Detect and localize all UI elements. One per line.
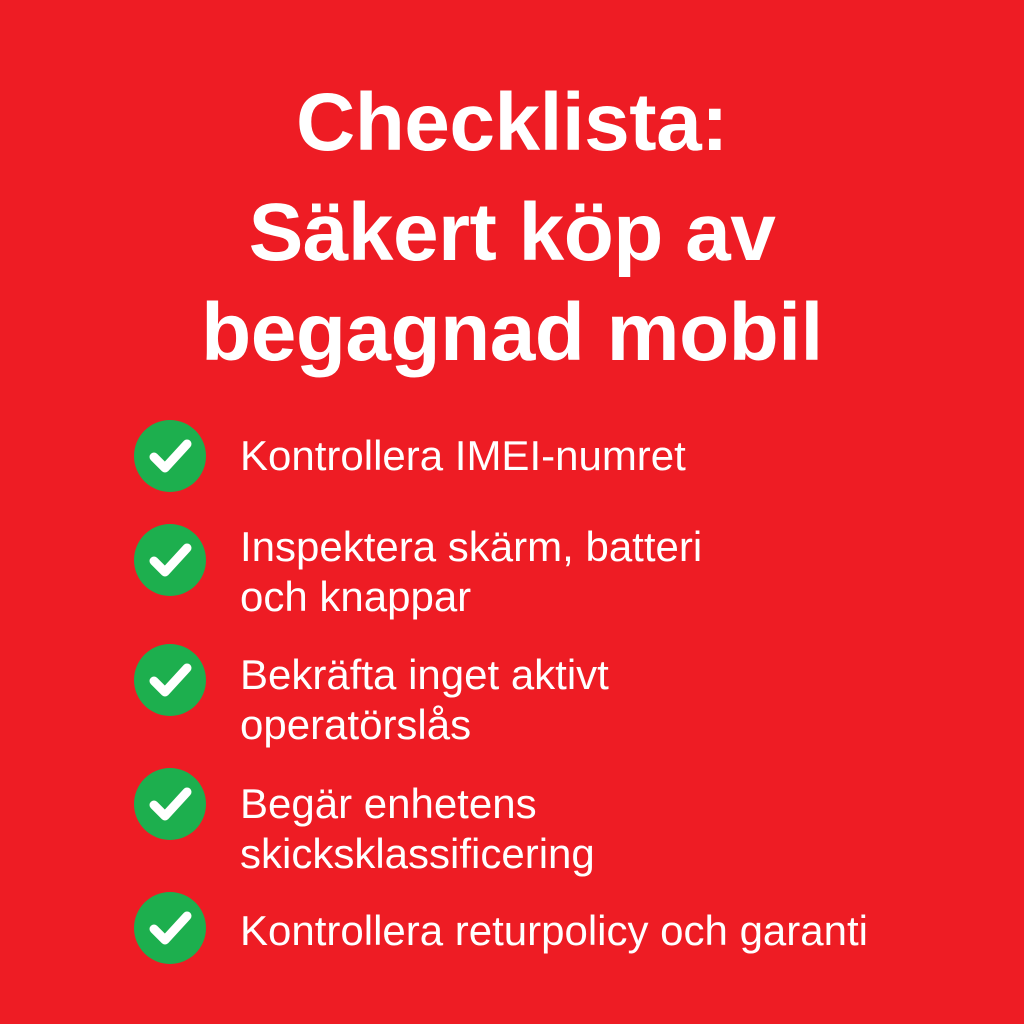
checklist-item-label: Bekräfta inget aktivt operatörslås <box>240 651 609 748</box>
checklist-item-label: Begär enhetens skicksklassificering <box>240 780 595 877</box>
check-circle-icon <box>134 524 206 596</box>
check-circle-icon <box>134 768 206 840</box>
title-line-1: Checklista: <box>295 77 728 168</box>
checklist-item-label: Inspektera skärm, batteri och knappar <box>240 523 703 620</box>
check-circle-icon <box>134 892 206 964</box>
check-circle-icon <box>134 644 206 716</box>
title-line-2: Säkert köp av <box>248 187 776 278</box>
title-line-3: begagnad mobil <box>201 287 823 378</box>
checklist-item-label: Kontrollera IMEI-numret <box>240 432 686 479</box>
check-circle-icon <box>134 420 206 492</box>
checklist-item-label: Kontrollera returpolicy och garanti <box>240 907 868 954</box>
